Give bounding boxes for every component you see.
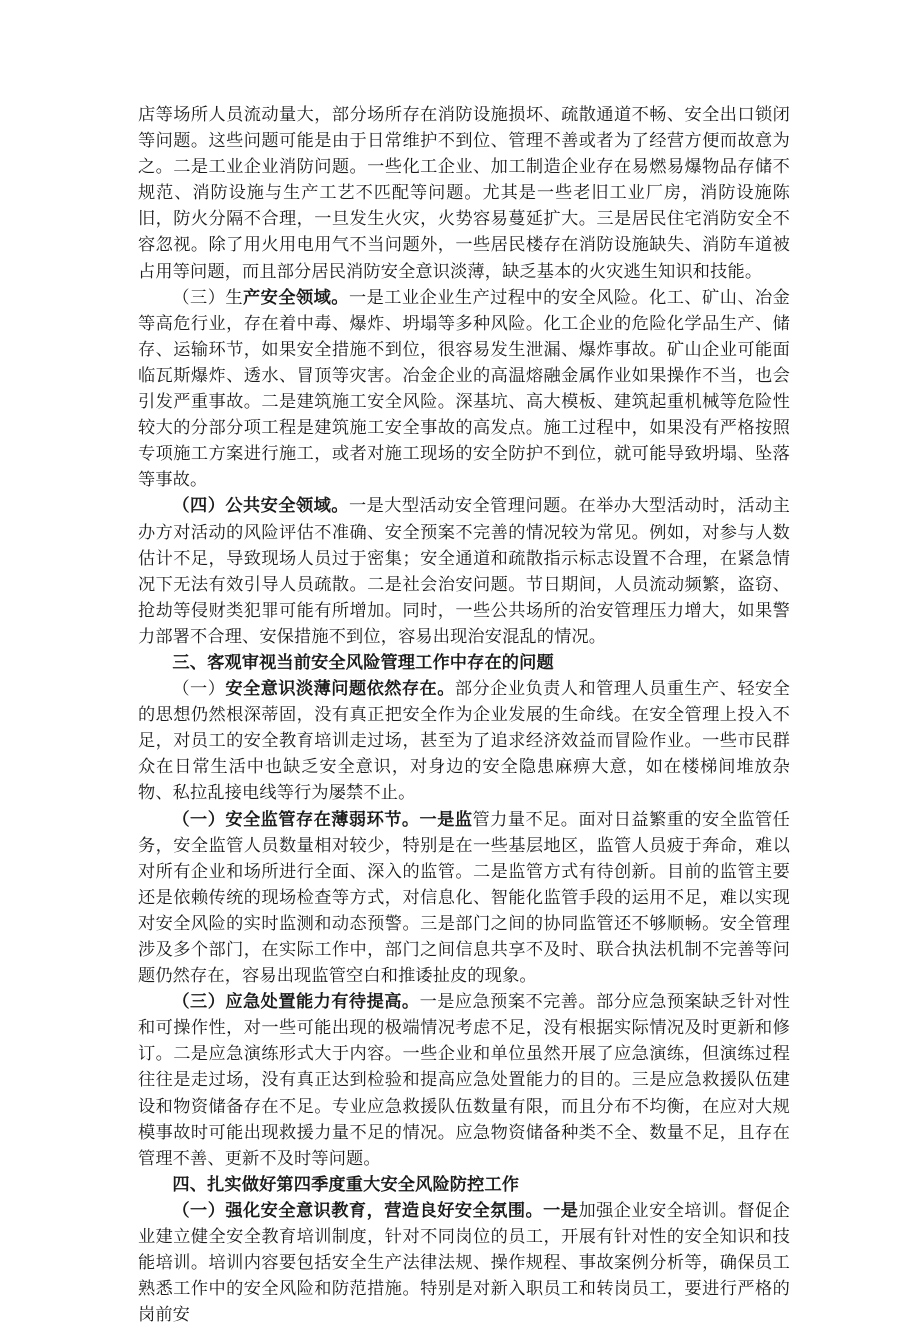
- section-title: 安全意识淡薄问题依然存在。: [225, 679, 455, 700]
- paragraph-text: 一是应急预案不完善。部分应急预案缺乏针对性和可操作性，对一些可能出现的极端情况考虑不足，没有根据实际情况及时更新和修订。二是应急演练形式大于内容。一些企业和单位虽然开展了应急演练，但演练过程往往是走过场，没有真正达到检验和提高应急处置能力的目的。三是应急救援队伍建设和物资储备存在不足。专业应急救援队伍数量有限，而且分布不均衡，在应对大规模事故时可能出现救援力量不足的情况。应急物资储备种类不全、数量不足，且存在管理不善、更新不及时等问题。: [138, 992, 790, 1169]
- paragraph-production-safety: [138, 285, 790, 494]
- section-title: （一）强化安全意识教育，营造良好安全氛围。一是: [172, 1200, 579, 1221]
- paragraph-emergency-response: [138, 989, 790, 1172]
- heading-text: 四、扎实做好第四季度重大安全风险防控工作: [172, 1174, 520, 1195]
- paragraph-safety-education: [138, 1198, 790, 1328]
- paragraph-text: 管力量不足。面对日益繁重的安全监管任务，安全监管人员数量相对较少，特别是在一些基层地区，监管人员疲于奔命，难以对所有企业和场所进行全面、深入的监管。二是监管方式有待创新。目前的监管主要还是依赖传统的现场检查等方式，对信息化、智能化监管手段的运用不足，难以实现对安全风险的实时监测和动态预警。三是部门之间的协同监管还不够顺畅。安全管理涉及多个部门，在实际工作中，部门之间信息共享不及时、联合执法机制不完善等问题仍然存在，容易出现监管空白和推诿扯皮的现象。: [138, 809, 790, 987]
- section-number: （一）: [172, 679, 226, 700]
- section-title: （一）安全监管存在薄弱环节。一是监: [172, 809, 473, 830]
- paragraph-fire-safety-continued: [138, 102, 790, 285]
- paragraph-supervision-weakness: [138, 807, 790, 990]
- paragraph-public-safety: [138, 493, 790, 650]
- heading-text: 三、客观审视当前安全风险管理工作中存在的问题: [172, 652, 554, 673]
- paragraph-text: 店等场所人员流动量大，部分场所存在消防设施损坏、疏散通道不畅、安全出口锁闭等问题。这些问题可能是由于日常维护不到位、管理不善或者为了经营方便而故意为之。二是工业企业消防问题。一些化工企业、加工制造企业存在易燃易爆物品存储不规范、消防设施与生产工艺不匹配等问题。尤其是一些老旧工业厂房，消防设施陈旧，防火分隔不合理，一旦发生火灾，火势容易蔓延扩大。三是居民住宅消防安全不容忽视。除了用火用电用气不当问题外，一些居民楼存在消防设施缺失、消防车道被占用等问题，而且部分居民消防安全意识淡薄，缺乏基本的火灾逃生知识和技能。: [138, 105, 790, 282]
- section-number: （三）生: [172, 287, 244, 308]
- section-title: 产安全领域。: [243, 287, 349, 308]
- paragraph-text: 加强企业安全培训。督促企业建立健全安全教育培训制度，针对不同岗位的员工，开展有针对性的安全知识和技能培训。培训内容要包括安全生产法律法规、操作规程、事故案例分析等，确保员工熟悉工作中的安全风险和防范措施。特别是对新入职员工和转岗员工，要进行严格的岗前安: [138, 1200, 790, 1326]
- paragraph-text: 一是大型活动安全管理问题。在举办大型活动时，活动主办方对活动的风险评估不准确、安全预案不完善的情况较为常见。例如，对参与人数估计不足，导致现场人员过于密集；安全通道和疏散指示标志设置不合理，在紧急情况下无法有效引导人员疏散。二是社会治安问题。节日期间，人员流动频繁，盗窃、抢劫等侵财类犯罪可能有所增加。同时，一些公共场所的治安管理压力增大，如果警力部署不合理、安保措施不到位，容易出现治安混乱的情况。: [138, 496, 790, 647]
- section-title: （四）公共安全领域。: [172, 496, 349, 517]
- paragraph-text: 一是工业企业生产过程中的安全风险。化工、矿山、冶金等高危行业，存在着中毒、爆炸、坍塌等多种风险。化工企业的危险化学品生产、储存、运输环节，如果安全措施不到位，很容易发生泄漏、爆炸事故。矿山企业可能面临瓦斯爆炸、透水、冒顶等灾害。冶金企业的高温熔融金属作业如果操作不当，也会引发严重事故。二是建筑施工安全风险。深基坑、高大模板、建筑起重机械等危险性较大的分部分项工程是建筑施工安全事故的高发点。施工过程中，如果没有严格按照专项施工方案进行施工，或者对施工现场的安全防护不到位，就可能导致坍塌、坠落等事故。: [138, 287, 790, 491]
- document-page: [138, 102, 790, 1328]
- section-heading-four: [138, 1172, 790, 1198]
- section-heading-three: [138, 650, 790, 676]
- section-title: （三）应急处置能力有待提高。: [172, 992, 420, 1013]
- paragraph-text: 部分企业负责人和管理人员重生产、轻安全的思想仍然根深蒂固，没有真正把安全作为企业发展的生命线。在安全管理上投入不足，对员工的安全教育培训走过场，甚至为了追求经济效益而冒险作业。一些市民群众在日常生活中也缺乏安全意识，对身边的安全隐患麻痹大意，如在楼梯间堆放杂物、私拉乱接电线等行为屡禁不止。: [138, 679, 790, 804]
- paragraph-safety-awareness: [138, 676, 790, 806]
